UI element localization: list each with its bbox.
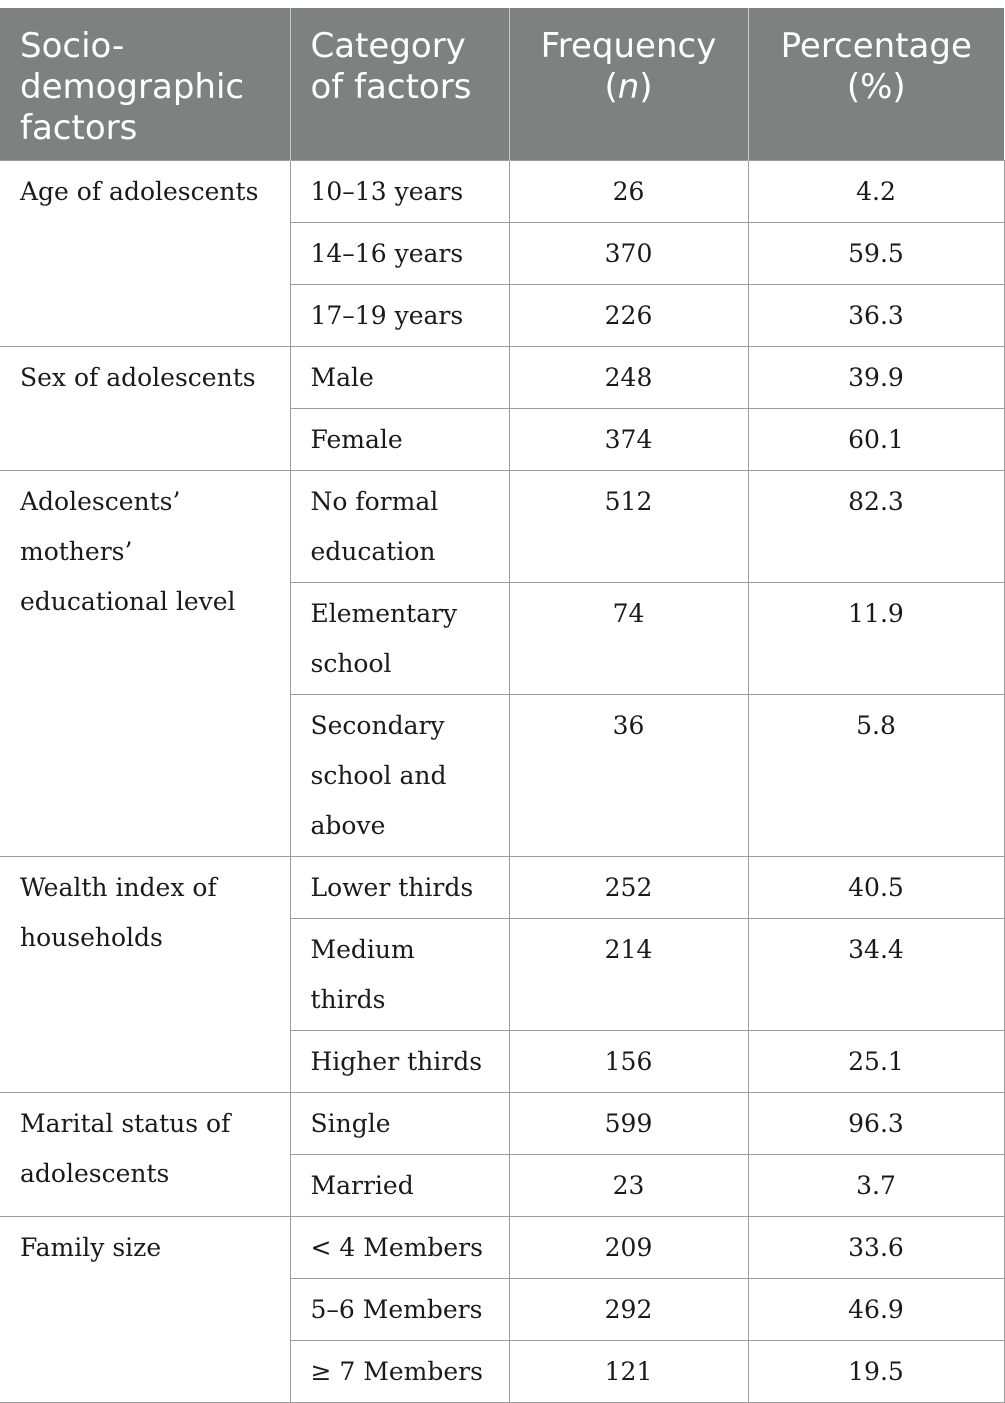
frequency-cell: 36 <box>509 694 748 856</box>
table-row <box>0 160 1004 222</box>
percentage-cell: 59.5 <box>748 222 1004 284</box>
percentage-cell: 3.7 <box>748 1154 1004 1216</box>
percentage-cell: 25.1 <box>748 1030 1004 1092</box>
frequency-cell: 209 <box>509 1216 748 1278</box>
percentage-cell: 4.2 <box>748 160 1004 222</box>
category-cell: Male <box>290 346 509 408</box>
percentage-cell: 82.3 <box>748 470 1004 582</box>
factor-cell: Marital status of adolescents <box>0 1092 290 1216</box>
category-cell: 10–13 years <box>290 160 509 222</box>
category-cell: Lower thirds <box>290 856 509 918</box>
factor-cell: Wealth index of households <box>0 856 290 1092</box>
percentage-cell: 60.1 <box>748 408 1004 470</box>
percentage-cell: 11.9 <box>748 582 1004 694</box>
category-cell: Single <box>290 1092 509 1154</box>
factor-cell: Age of adolescents <box>0 160 290 346</box>
table-row <box>0 1216 1004 1278</box>
frequency-cell: 26 <box>509 160 748 222</box>
header-percentage-label: Percentage <box>780 26 972 66</box>
frequency-cell: 512 <box>509 470 748 582</box>
category-cell: Female <box>290 408 509 470</box>
table-row <box>0 1092 1004 1154</box>
category-cell: 14–16 years <box>290 222 509 284</box>
frequency-cell: 599 <box>509 1092 748 1154</box>
percentage-cell: 96.3 <box>748 1092 1004 1154</box>
header-percentage <box>748 8 1004 160</box>
header-category-of-factors <box>290 8 509 160</box>
category-cell: 5–6 Members <box>290 1278 509 1340</box>
percentage-cell: 19.5 <box>748 1340 1004 1402</box>
percentage-cell: 36.3 <box>748 284 1004 346</box>
header-sociodemographic-factors-text: Socio-demographic factors <box>20 26 245 148</box>
table-body <box>0 160 1004 1402</box>
category-cell: Medium thirds <box>290 918 509 1030</box>
frequency-cell: 121 <box>509 1340 748 1402</box>
factor-cell: Adolescents’ mothers’ educational level <box>0 470 290 856</box>
table-header-row <box>0 8 1004 160</box>
category-cell: No formal education <box>290 470 509 582</box>
category-cell: Married <box>290 1154 509 1216</box>
category-cell: < 4 Members <box>290 1216 509 1278</box>
header-category-of-factors-text: Category of factors <box>310 26 472 107</box>
category-cell: Elementary school <box>290 582 509 694</box>
table-row <box>0 856 1004 918</box>
category-cell: 17–19 years <box>290 284 509 346</box>
frequency-cell: 74 <box>509 582 748 694</box>
category-cell: ≥ 7 Members <box>290 1340 509 1402</box>
header-sociodemographic-factors <box>0 8 290 160</box>
percentage-cell: 39.9 <box>748 346 1004 408</box>
header-percentage-unit: (%) <box>846 67 906 107</box>
percentage-cell: 46.9 <box>748 1278 1004 1340</box>
frequency-cell: 156 <box>509 1030 748 1092</box>
header-frequency-unit: (n) <box>604 67 653 107</box>
category-cell: Secondary school and above <box>290 694 509 856</box>
percentage-cell: 33.6 <box>748 1216 1004 1278</box>
frequency-cell: 374 <box>509 408 748 470</box>
frequency-cell: 370 <box>509 222 748 284</box>
header-frequency-unit-n: n <box>617 67 640 107</box>
frequency-cell: 23 <box>509 1154 748 1216</box>
frequency-cell: 214 <box>509 918 748 1030</box>
factor-cell: Sex of adolescents <box>0 346 290 470</box>
frequency-cell: 248 <box>509 346 748 408</box>
factor-cell: Family size <box>0 1216 290 1402</box>
category-cell: Higher thirds <box>290 1030 509 1092</box>
frequency-cell: 226 <box>509 284 748 346</box>
percentage-cell: 34.4 <box>748 918 1004 1030</box>
frequency-cell: 252 <box>509 856 748 918</box>
sociodemographic-table <box>0 8 1005 1403</box>
table-row <box>0 470 1004 582</box>
table-row <box>0 346 1004 408</box>
header-frequency <box>509 8 748 160</box>
frequency-cell: 292 <box>509 1278 748 1340</box>
percentage-cell: 5.8 <box>748 694 1004 856</box>
header-frequency-label: Frequency <box>540 26 717 66</box>
percentage-cell: 40.5 <box>748 856 1004 918</box>
